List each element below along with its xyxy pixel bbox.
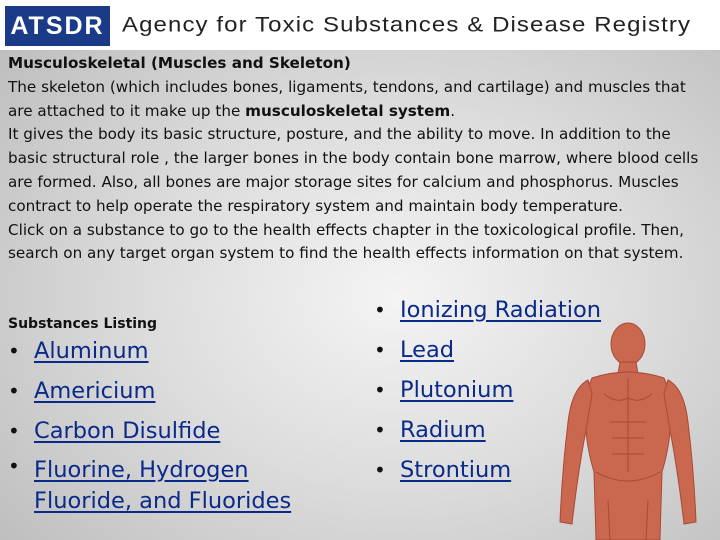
agency-name: Agency for Toxic Substances & Disease Registry — [122, 12, 692, 37]
paragraph-skeleton-end: . — [450, 101, 456, 120]
substance-link-aluminum[interactable]: Aluminum — [34, 338, 149, 364]
substance-link-radium[interactable]: Radium — [400, 417, 486, 443]
substance-link-plutonium[interactable]: Plutonium — [400, 377, 514, 403]
paragraph-instructions: Click on a substance to go to the health effects chapter in the toxicological profile. Then, search on any target organ system to find the health effects information on that system. — [8, 220, 684, 263]
list-item — [8, 371, 308, 411]
bullet-icon: • — [374, 458, 386, 482]
bullet-icon: • — [374, 338, 386, 362]
page-title: Musculoskeletal (Muscles and Skeleton) — [8, 54, 351, 72]
bullet-icon: • — [8, 379, 20, 403]
muscular-body-figure — [548, 322, 708, 540]
atsdr-logo[interactable]: ATSDR — [5, 6, 110, 46]
bullet-icon: • — [374, 378, 386, 402]
substance-link-ionizing-radiation[interactable]: Ionizing Radiation — [400, 297, 602, 323]
substance-link-carbon-disulfide[interactable]: Carbon Disulfide — [34, 418, 221, 444]
paragraph-skeleton — [8, 76, 714, 124]
paragraph-skeleton-text: The skeleton (which includes bones, ligaments, tendons, and cartilage) and muscles that are attached to it make up the — [8, 77, 686, 120]
musculoskeletal-system-term: musculoskeletal system — [245, 101, 451, 120]
bullet-icon: • — [8, 454, 20, 478]
main-text — [8, 52, 714, 266]
substance-link-lead[interactable]: Lead — [400, 337, 455, 363]
list-item — [8, 331, 308, 371]
header-banner — [0, 0, 720, 50]
bullet-icon: • — [8, 419, 20, 443]
substance-link-strontium[interactable]: Strontium — [400, 457, 512, 483]
list-item — [8, 451, 308, 517]
substance-link-americium[interactable]: Americium — [34, 378, 156, 404]
substance-link-fluorides[interactable]: Fluorine, Hydrogen Fluoride, and Fluorides — [34, 457, 292, 514]
bullet-icon: • — [374, 298, 386, 322]
paragraph-function: It gives the body its basic structure, posture, and the ability to move. In addition to the basic structural role , the larger bones in the body contain bone marrow, where blood cells are formed. Also, all bones are major storage sites for calcium and phosphorus. Muscles contract to help operate the respiratory system and maintain body temperature. — [8, 125, 699, 215]
bullet-icon: • — [8, 339, 20, 363]
substance-list-left — [8, 331, 308, 517]
substances-listing-heading: Substances Listing — [8, 316, 158, 332]
list-item — [8, 411, 308, 451]
bullet-icon: • — [374, 418, 386, 442]
